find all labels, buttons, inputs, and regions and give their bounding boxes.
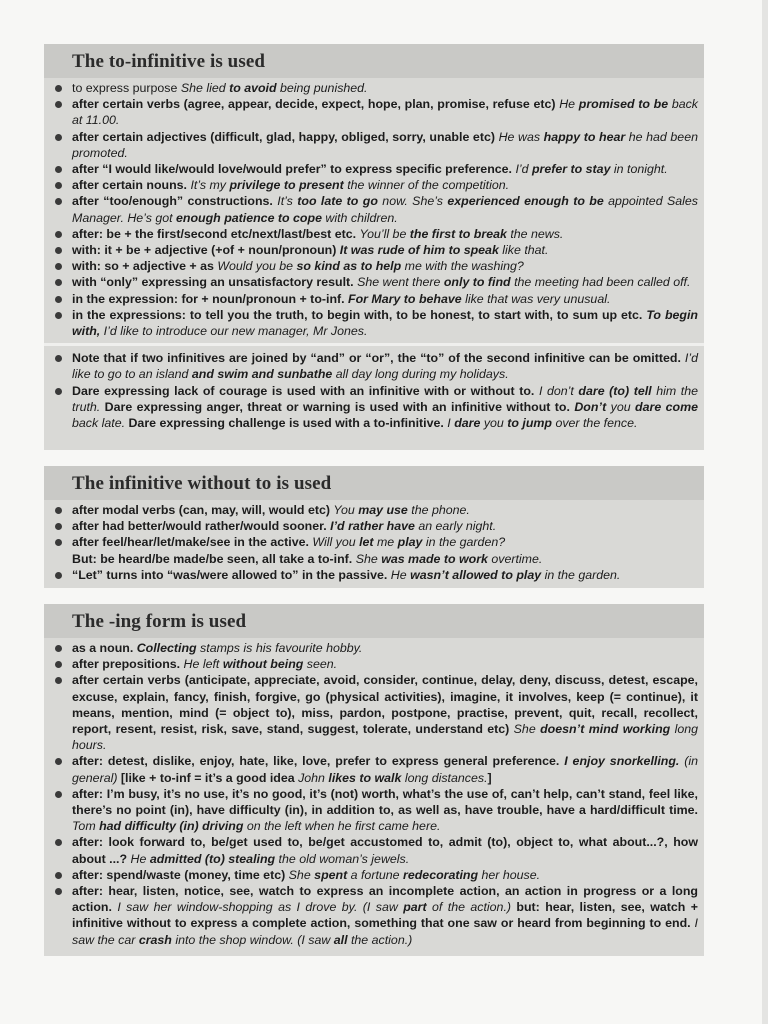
rule-text: For Mary to behave xyxy=(348,291,462,306)
rule-text: [like + to-inf = it’s a good idea xyxy=(120,770,299,785)
rule-text: after feel/hear/let/make/see in the active. xyxy=(72,535,313,550)
rule-text: with children. xyxy=(321,210,398,225)
bullet-icon xyxy=(55,231,62,238)
rule-item xyxy=(52,672,698,753)
rule-text: may use xyxy=(358,503,408,517)
rule-item xyxy=(52,640,698,656)
rule-text: seen. xyxy=(303,657,338,672)
bullet-icon xyxy=(55,279,62,286)
rule-text: as I drove by. (I saw xyxy=(272,900,404,915)
rule-text: after “too/enough” constructions. xyxy=(72,194,278,209)
rule-text: had difficulty (in) driving xyxy=(99,819,244,834)
rule-text: as a noun. xyxy=(72,641,137,655)
rule-text: play xyxy=(397,535,423,550)
rule-text: so kind as to help xyxy=(296,259,402,274)
rule-text: to avoid xyxy=(229,81,277,95)
rule-text: Dare expressing lack of courage is used with an infinitive with or without to. xyxy=(72,383,539,398)
rule-item xyxy=(52,383,698,432)
rule-text: doesn’t mind working xyxy=(540,722,671,737)
rule-item xyxy=(52,867,698,883)
bullet-icon xyxy=(55,523,62,530)
box-header xyxy=(44,604,704,638)
rule-item xyxy=(52,258,698,274)
rule-item xyxy=(52,80,698,96)
rule-item xyxy=(52,834,698,866)
rule-text: She went there xyxy=(357,275,444,290)
bullet-icon xyxy=(55,839,62,846)
rule-text: the old woman’s jewels. xyxy=(275,851,410,866)
rule-text: experienced enough to be xyxy=(447,194,604,209)
rule-text: like that was very unusual. xyxy=(461,291,611,306)
bullet-icon xyxy=(55,247,62,254)
bullet-icon xyxy=(55,101,62,108)
rule-text: back late. xyxy=(72,416,129,431)
rule-text: after certain verbs (anticipate, appreciate, avoid, consider, continue, delay, deny, discuss, detest, escape, excuse, explain, fancy, finish, forgive, go (physical activities), imagine, it involves, keep (= continue), it means, mention, mind (= object to), miss, pardon, postpone, practise, prevent, quit, recall, recollect, report, resent, resist, risk, save, stand, suggest, tolerate, understand etc) xyxy=(72,673,698,737)
rule-item xyxy=(52,129,698,161)
rule-text: Note that if two infinitives are joined by “and” or “or”, the “to” of the second infinitive can be omitted. xyxy=(72,351,685,366)
rule-text: the news. xyxy=(506,226,564,241)
rule-text: a fortune xyxy=(347,867,404,882)
rule-item xyxy=(52,242,698,258)
to-infinitive-box xyxy=(44,44,704,450)
bullet-icon xyxy=(55,85,62,92)
rule-text: all day long during my holidays. xyxy=(332,367,509,382)
rule-text: back at 11.00. xyxy=(72,97,699,128)
rule-text: after certain nouns. xyxy=(72,178,191,193)
rule-text: It’s my xyxy=(190,178,230,193)
rule-text: part xyxy=(403,900,427,915)
bullet-icon xyxy=(55,166,62,173)
rule-continuation xyxy=(52,551,698,567)
rule-text: long hours. xyxy=(72,722,698,753)
rule-text: only to find xyxy=(443,275,511,290)
rule-text: after: detest, dislike, enjoy, hate, like, love, prefer to express general preference. xyxy=(72,754,565,769)
rule-text: into the shop window. (I saw xyxy=(171,932,334,947)
rule-text: in tonight. xyxy=(610,162,668,177)
box-header xyxy=(44,44,704,78)
bullet-icon xyxy=(55,388,62,395)
rule-text: in the expression: for + noun/pronoun + to-inf. xyxy=(72,291,349,306)
rule-text: I’d xyxy=(515,162,532,177)
rule-text: all xyxy=(333,932,348,947)
rule-text: I saw her window-shopping xyxy=(117,900,273,915)
rule-text: I’d rather have xyxy=(330,519,415,534)
rule-text: Tom xyxy=(72,819,100,834)
rule-text: I enjoy snorkelling. xyxy=(564,754,680,769)
rule-item xyxy=(52,753,698,785)
bullet-icon xyxy=(55,661,62,668)
rule-text: She xyxy=(288,867,315,882)
rule-text: me with the washing? xyxy=(401,259,524,274)
rule-item xyxy=(52,274,698,290)
rule-text: She xyxy=(513,722,541,737)
rule-item xyxy=(52,307,698,339)
rule-text: of the action.) xyxy=(426,900,517,915)
rule-item xyxy=(52,177,698,193)
rule-text: prefer to stay xyxy=(531,162,611,177)
rule-text: I don’t xyxy=(538,383,579,398)
rule-text: wasn’t allowed to play xyxy=(410,567,542,582)
bullet-icon xyxy=(55,758,62,765)
bullet-icon xyxy=(55,539,62,546)
section-title: The infinitive without to is used xyxy=(72,473,332,494)
rule-text: after: be + the first/second etc/next/last/best etc. xyxy=(72,226,360,241)
rule-text: with: so + adjective + as xyxy=(72,259,218,274)
rule-text: Dare expressing anger, threat or warning is used with an infinitive without to. xyxy=(104,399,575,414)
rule-item xyxy=(52,161,698,177)
divider xyxy=(44,343,704,346)
bullet-icon xyxy=(55,182,62,189)
rule-text: but: hear, listen, see, watch + infinitive without to express a complete action, something that one saw or heard from beginning to end. xyxy=(72,900,699,931)
rule-text: Dare expressing challenge is used with a to-infinitive. xyxy=(128,416,448,431)
rule-text: It was rude of him to speak xyxy=(339,243,499,258)
rule-text: dare xyxy=(454,416,481,431)
rule-text: ] xyxy=(487,770,492,785)
rule-text: after: I’m busy, it’s no use, it’s no good, it’s (not) worth, what’s the use of, can’t help, can’t stand, feel like, there’s no point (in), have difficulty (in), in addition to, as well as, have trouble, have a hard/difficult time. xyxy=(72,786,698,818)
rule-item xyxy=(52,502,698,518)
rule-text: enough patience to cope xyxy=(176,210,322,225)
rule-text: crash xyxy=(138,932,172,947)
ing-form-box xyxy=(44,604,704,956)
rule-text: appointed Sales Manager. He’s got xyxy=(72,194,698,225)
rule-text: admitted (to) stealing xyxy=(149,851,276,866)
rule-text: after certain adjectives (difficult, glad, happy, obliged, sorry, unable etc) xyxy=(72,129,499,144)
rule-list xyxy=(44,638,704,948)
rule-text: after: spend/waste (money, time etc) xyxy=(72,867,289,882)
rule-text: spent xyxy=(314,867,348,882)
rule-list xyxy=(44,500,704,583)
rule-text: Would you be xyxy=(217,259,297,274)
rule-text: You xyxy=(333,503,359,517)
rule-text: Don’t xyxy=(574,399,607,414)
rule-item xyxy=(52,291,698,307)
rule-text: like that. xyxy=(498,243,549,258)
rule-text: to jump xyxy=(507,416,552,431)
rule-text: promised to be xyxy=(578,97,669,112)
rule-text: the winner of the competition. xyxy=(343,178,510,193)
rule-text: after: hear, listen, notice, see, watch to express an incomplete action, an action in progress or a long action. xyxy=(72,884,698,915)
bullet-icon xyxy=(55,572,62,579)
rule-text: It’s xyxy=(277,194,298,209)
rule-text: her house. xyxy=(478,867,541,882)
rule-text: an early night. xyxy=(414,519,497,534)
bullet-icon xyxy=(55,296,62,303)
rule-text: after: look forward to, be/get used to, be/get accustomed to, admit (to), object to, what about...?, how about ...? xyxy=(72,835,698,866)
rule-text: the meeting had been called off. xyxy=(510,275,691,290)
infinitive-without-to-box xyxy=(44,466,704,588)
rule-text: Collecting xyxy=(136,641,197,655)
bullet-icon xyxy=(55,872,62,879)
rule-text: privilege to present xyxy=(229,178,344,193)
rule-item xyxy=(52,226,698,242)
rule-text: was made to work xyxy=(381,551,488,566)
rule-item xyxy=(52,786,698,835)
rule-text: But: be heard/be made/be seen, all take a to-inf. xyxy=(72,551,356,566)
rule-text: on the left when he first came here. xyxy=(243,819,441,834)
rule-text: you xyxy=(606,399,636,414)
rule-text: after had better/would rather/would sooner. xyxy=(72,519,331,534)
rule-item xyxy=(52,96,698,128)
rule-text: John xyxy=(298,770,329,785)
rule-text: You’ll be xyxy=(359,226,410,241)
rule-text: long distances. xyxy=(401,770,488,785)
rule-item xyxy=(52,350,698,382)
rule-text: me xyxy=(373,535,398,550)
rule-list xyxy=(44,78,704,431)
rule-item xyxy=(52,567,698,583)
rule-text: I saw the car xyxy=(72,916,698,947)
rule-text: him the truth. xyxy=(72,383,698,414)
box-header xyxy=(44,466,704,500)
rule-text: I’d like to go to an island xyxy=(72,351,698,382)
section-title: The to-infinitive is used xyxy=(72,51,266,72)
rule-text: with: it + be + adjective (+of + noun/pronoun) xyxy=(72,243,340,258)
rule-text: stamps is his favourite hobby. xyxy=(196,641,363,655)
rule-text: in the garden. xyxy=(541,567,621,582)
bullet-icon xyxy=(55,645,62,652)
rule-text: He left xyxy=(183,657,223,672)
rule-text: you xyxy=(480,416,508,431)
page-edge xyxy=(762,0,768,1024)
rule-text: “Let” turns into “was/were allowed to” in the passive. xyxy=(72,567,391,582)
bullet-icon xyxy=(55,263,62,270)
rule-text: I xyxy=(447,416,455,431)
rule-text: He xyxy=(130,851,150,866)
rule-text: without being xyxy=(222,657,304,672)
rule-text: She xyxy=(355,551,382,566)
rule-text: dare (to) tell xyxy=(578,383,652,398)
rule-item xyxy=(52,883,698,948)
rule-text: in the expressions: to tell you the truth, to begin with, to be honest, to start with, to sum up etc. xyxy=(72,307,647,322)
rule-text: to express purpose xyxy=(72,81,181,95)
rule-text: the action.) xyxy=(347,932,413,947)
rule-text: too late to go xyxy=(297,194,378,209)
rule-text: he had been promoted. xyxy=(72,129,698,160)
rule-text: I’d like to introduce our new manager, Mr Jones. xyxy=(100,324,368,339)
bullet-icon xyxy=(55,312,62,319)
rule-text: To begin with, xyxy=(72,307,698,339)
rule-text: the first to break xyxy=(409,226,507,241)
rule-text: happy to hear xyxy=(543,129,626,144)
bullet-icon xyxy=(55,677,62,684)
rule-text: the phone. xyxy=(407,503,470,517)
rule-text: in the garden? xyxy=(422,535,506,550)
bullet-icon xyxy=(55,134,62,141)
rule-text: with “only” expressing an unsatisfactory result. xyxy=(72,275,358,290)
rule-text: likes to walk xyxy=(328,770,402,785)
rule-item xyxy=(52,518,698,534)
rule-text: She lied xyxy=(180,81,230,95)
rule-text: overtime. xyxy=(487,551,543,566)
rule-text: He xyxy=(390,567,411,582)
rule-text: after modal verbs (can, may, will, would etc) xyxy=(72,503,334,517)
rule-text: He xyxy=(559,97,579,112)
bullet-icon xyxy=(55,355,62,362)
rule-text: Will you xyxy=(312,535,360,550)
rule-text: over the fence. xyxy=(552,416,638,431)
rule-text: (in general) xyxy=(72,754,699,785)
rule-text: and swim and sunbathe xyxy=(191,367,333,382)
rule-item xyxy=(52,193,698,225)
rule-item xyxy=(52,534,698,550)
rule-text: let xyxy=(359,535,374,550)
rule-text: after certain verbs (agree, appear, decide, expect, hope, plan, promise, refuse etc) xyxy=(72,97,560,112)
rule-text: redecorating xyxy=(403,867,479,882)
rule-text: after “I would like/would love/would prefer” to express specific preference. xyxy=(72,162,516,177)
rule-text: dare come xyxy=(635,399,698,414)
rule-text: now. She’s xyxy=(377,194,448,209)
rule-text: after prepositions. xyxy=(72,657,184,672)
rule-item xyxy=(52,656,698,672)
bullet-icon xyxy=(55,888,62,895)
rule-text: He was xyxy=(498,129,544,144)
bullet-icon xyxy=(55,791,62,798)
bullet-icon xyxy=(55,507,62,514)
section-title: The -ing form is used xyxy=(72,611,247,632)
bullet-icon xyxy=(55,198,62,205)
rule-text: being punished. xyxy=(276,81,368,95)
